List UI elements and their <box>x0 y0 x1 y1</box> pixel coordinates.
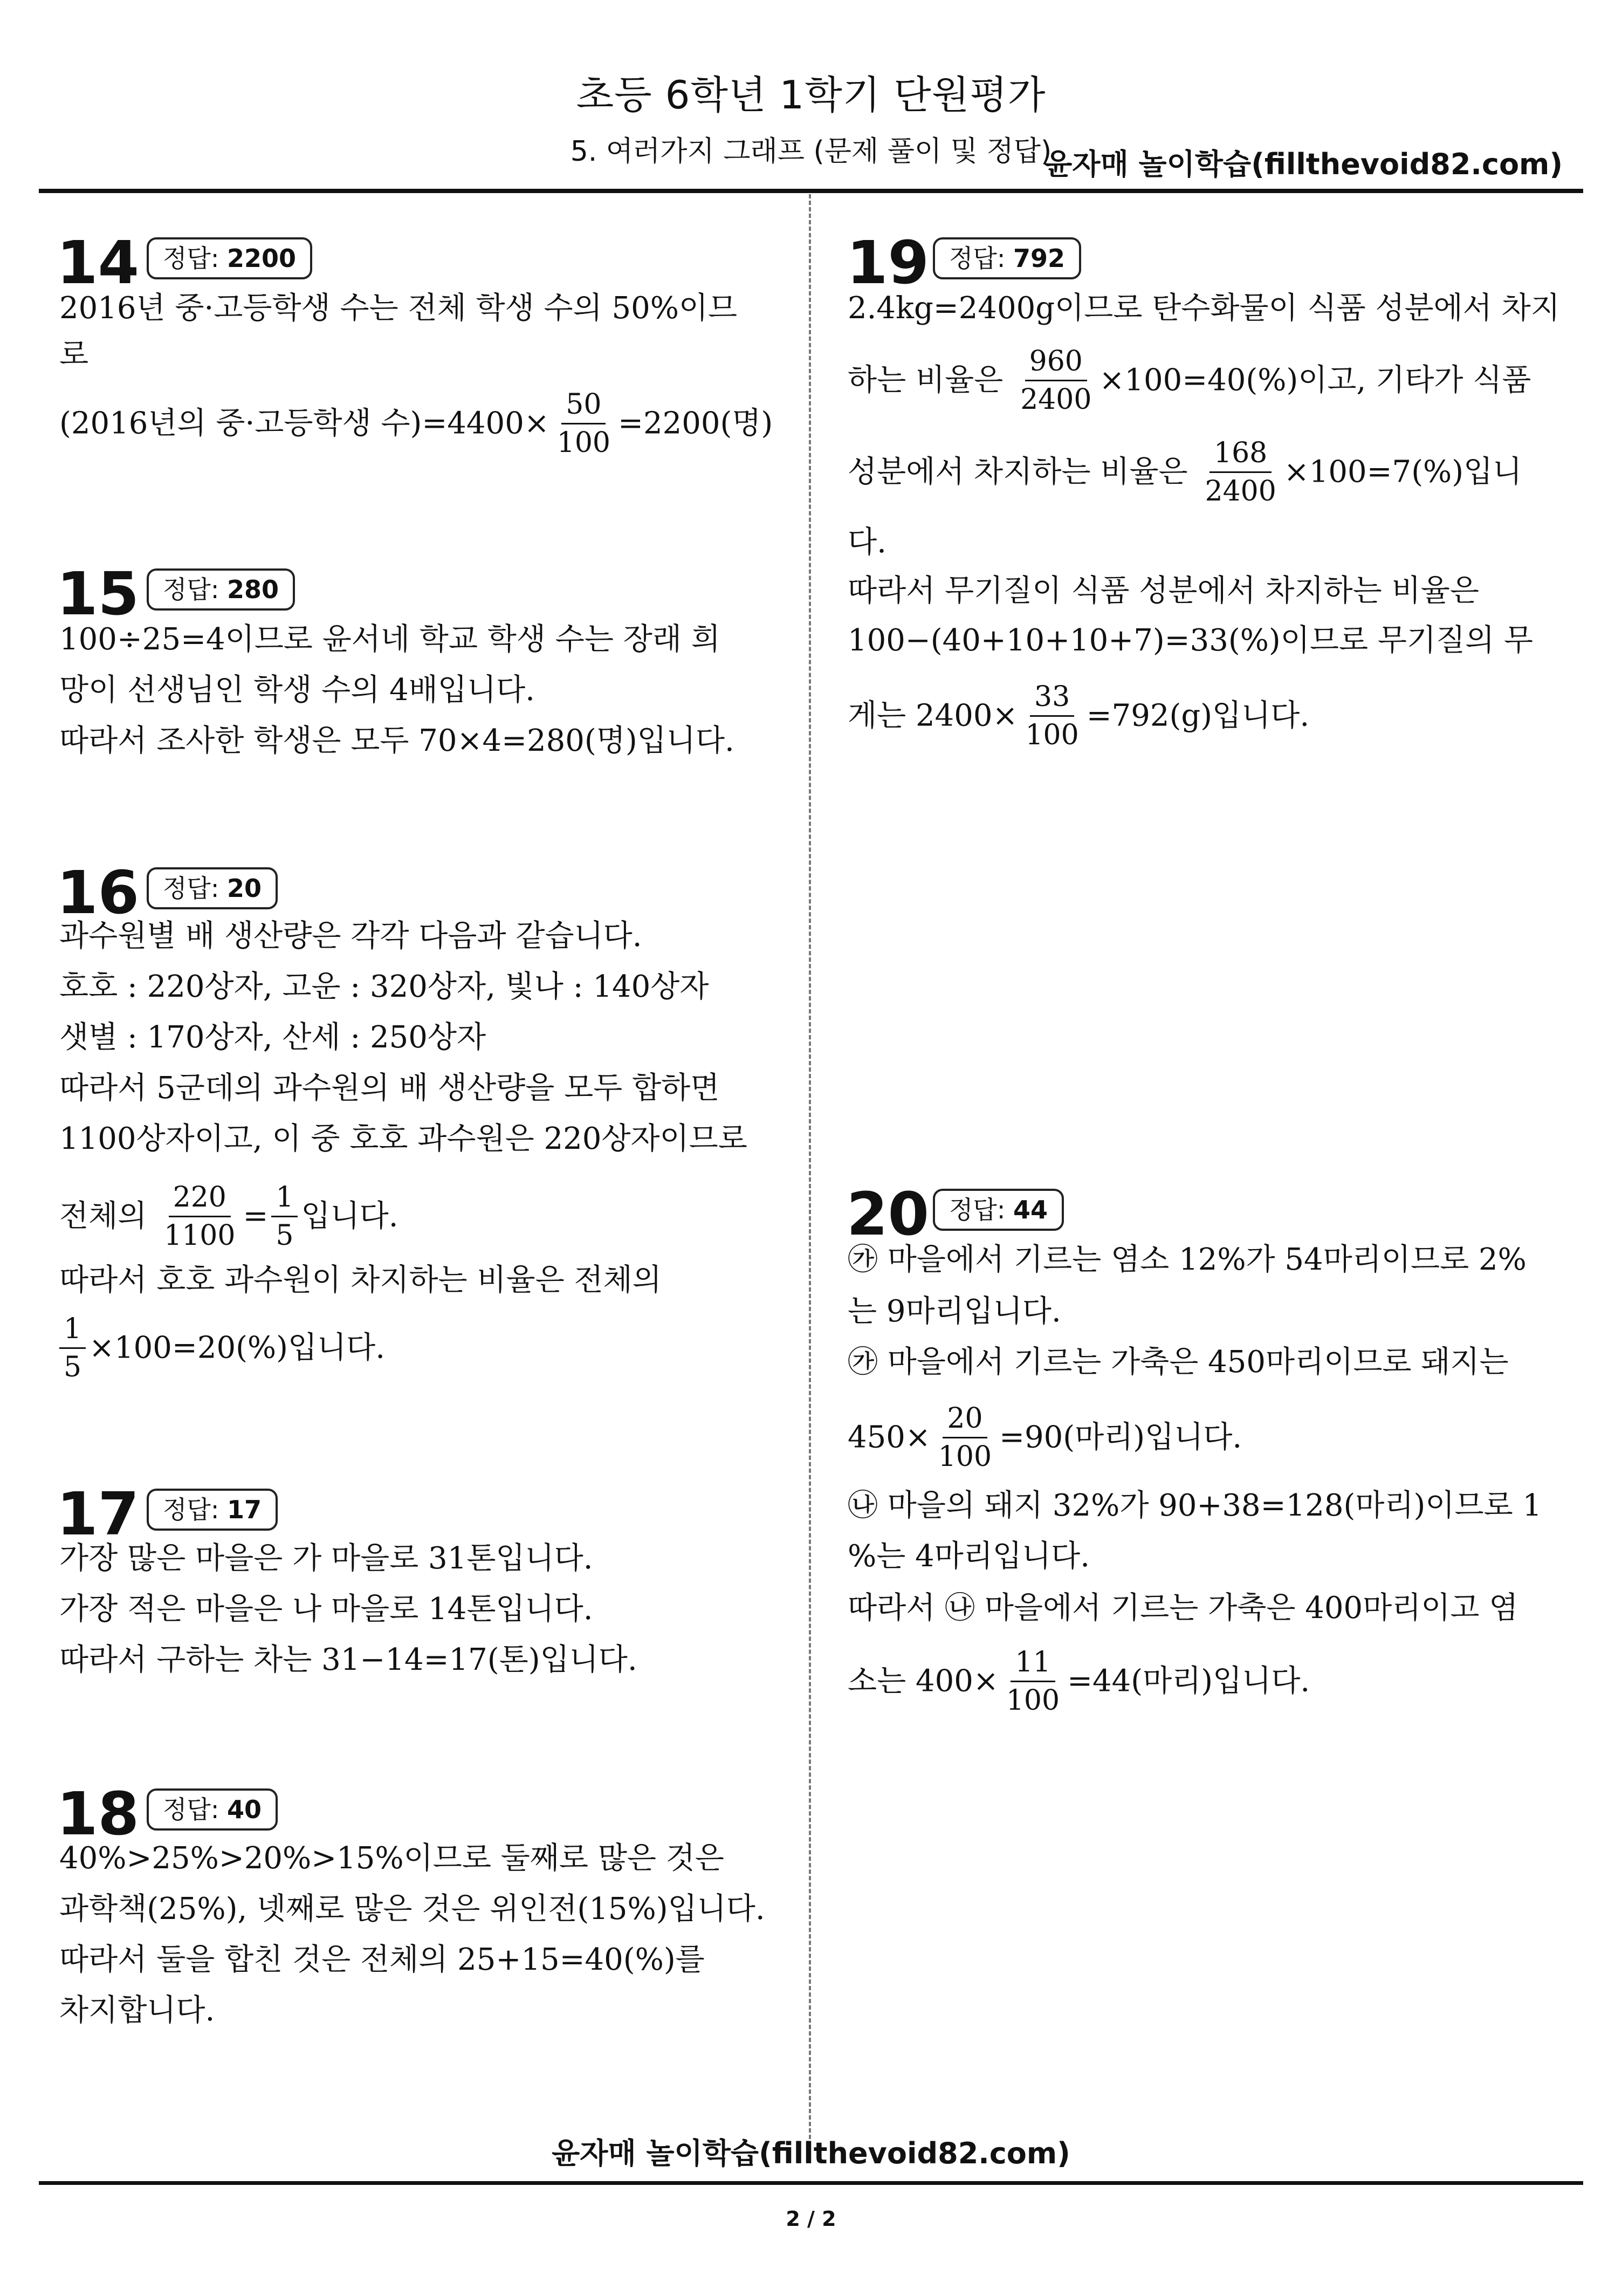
fraction: $\frac{1}{5}$ <box>271 1181 298 1252</box>
problem-15-answer-badge: 정답: 280 <box>147 568 295 611</box>
column-divider <box>809 194 811 2152</box>
problem-18-number: 18 <box>57 1779 140 1848</box>
fraction: $\frac{168}{2400}$ <box>1205 437 1276 508</box>
fraction: $\frac{50}{100}$ <box>556 388 611 459</box>
problem-19-number: 19 <box>847 228 930 297</box>
problem-19-formula: 하는 비율은 $\frac{960}{2400}$ ×100=40(%)이고, 기타가 식품 <box>848 345 1531 416</box>
problem-14-answer-badge <box>147 237 312 279</box>
problem-20-line: ㉮ 마을에서 기르는 염소 12%가 54마리이므로 2% <box>848 1242 1527 1277</box>
problem-19-formula: 성분에서 차지하는 비율은 $\frac{168}{2400}$ ×100=7(%)입니 <box>848 437 1522 508</box>
page-subtitle: 5. 여러가지 그래프 (문제 풀이 및 정답) <box>570 135 1052 168</box>
problem-16-line: 따라서 호호 과수원이 차지하는 비율은 전체의 <box>59 1263 662 1298</box>
problem-16-line: 샛별 : 170상자, 산세 : 250상자 <box>59 1020 486 1055</box>
problem-16-line: 호호 : 220상자, 고운 : 320상자, 빛나 : 140상자 <box>59 969 709 1004</box>
brand-header: 윤자매 놀이학습(fillthevoid82.com) <box>1044 147 1563 181</box>
problem-17-line: 가장 많은 마을은 가 마을로 31톤입니다. <box>59 1541 593 1576</box>
problem-16-number: 16 <box>57 858 140 927</box>
problem-16-answer-badge: 정답: 20 <box>147 867 278 909</box>
problem-18-answer: 40 <box>227 1795 262 1824</box>
problem-20-line: 따라서 ㉯ 마을에서 기르는 가축은 400마리이고 염 <box>848 1591 1518 1626</box>
problem-17-answer-badge: 정답: 17 <box>147 1489 278 1531</box>
problem-15-line: 따라서 조사한 학생은 모두 70×4=280(명)입니다. <box>59 723 734 758</box>
problem-14-line: 2016년 중·고등학생 수는 전체 학생 수의 50%이므 <box>59 291 738 326</box>
problem-16-formula: 전체의 $\frac{220}{1100}$ = $\frac{1}{5}$ 입니다. <box>59 1181 398 1252</box>
page-number: 2 / 2 <box>786 2207 836 2231</box>
footer-rule <box>39 2181 1583 2185</box>
problem-18-line: 40%>25%>20%>15%이므로 둘째로 많은 것은 <box>59 1841 725 1876</box>
problem-19-formula: 게는 2400× $\frac{33}{100}$ =792(g)입니다. <box>848 681 1310 751</box>
problem-16-line: 과수원별 배 생산량은 각각 다음과 같습니다. <box>59 919 642 954</box>
page-title: 초등 6학년 1학기 단원평가 <box>576 72 1046 118</box>
problem-15-answer: 280 <box>227 575 279 604</box>
problem-16-line: 따라서 5군데의 과수원의 배 생산량을 모두 합하면 <box>59 1071 720 1106</box>
problem-19-line: 2.4kg=2400g이므로 탄수화물이 식품 성분에서 차지 <box>848 291 1560 326</box>
answer-label: 정답: <box>163 244 219 273</box>
problem-19-answer-badge: 정답: 792 <box>933 237 1081 279</box>
problem-20-line: 는 9마리입니다. <box>848 1294 1061 1329</box>
brand-footer: 윤자매 놀이학습(fillthevoid82.com) <box>552 2136 1070 2170</box>
problem-14-line: 로 <box>59 337 89 372</box>
problem-19-line: 따라서 무기질이 식품 성분에서 차지하는 비율은 <box>848 573 1479 608</box>
problem-20-answer: 44 <box>1013 1195 1048 1224</box>
problem-20-line: %는 4마리입니다. <box>848 1539 1090 1574</box>
header-rule <box>39 189 1583 193</box>
problem-16-answer: 20 <box>227 874 262 903</box>
problem-14-answer: 2200 <box>227 244 297 273</box>
problem-14-formula: (2016년의 중·고등학생 수)=4400× $\frac{50}{100}$ =2200(명) <box>59 388 773 459</box>
problem-20-formula: 450× $\frac{20}{100}$ =90(마리)입니다. <box>848 1402 1242 1473</box>
fraction: $\frac{11}{100}$ <box>1006 1646 1060 1717</box>
problem-20-formula: 소는 400× $\frac{11}{100}$ =44(마리)입니다. <box>848 1646 1310 1717</box>
fraction: $\frac{220}{1100}$ <box>164 1181 236 1252</box>
problem-18-line: 차지합니다. <box>59 1993 215 2028</box>
fraction: $\frac{960}{2400}$ <box>1020 345 1092 416</box>
problem-14-number: 14 <box>57 228 140 297</box>
problem-20-line: ㉯ 마을의 돼지 32%가 90+38=128(마리)이므로 1 <box>848 1488 1542 1523</box>
problem-20-number: 20 <box>847 1180 930 1249</box>
problem-17-line: 따라서 구하는 차는 31−14=17(톤)입니다. <box>59 1642 637 1677</box>
fraction: $\frac{20}{100}$ <box>938 1402 992 1473</box>
fraction: $\frac{1}{5}$ <box>59 1313 86 1383</box>
problem-17-line: 가장 적은 마을은 나 마을로 14톤입니다. <box>59 1592 593 1627</box>
problem-16-formula: $\frac{1}{5}$ ×100=20(%)입니다. <box>59 1313 385 1383</box>
problem-17-answer: 17 <box>227 1495 262 1524</box>
problem-19-answer: 792 <box>1013 244 1066 273</box>
problem-18-answer-badge: 정답: 40 <box>147 1788 278 1831</box>
problem-19-line: 다. <box>848 525 886 560</box>
problem-18-line: 따라서 둘을 합친 것은 전체의 25+15=40(%)를 <box>59 1942 705 1977</box>
problem-15-line: 망이 선생님인 학생 수의 4배입니다. <box>59 673 535 708</box>
problem-20-answer-badge: 정답: 44 <box>933 1189 1064 1231</box>
fraction: $\frac{33}{100}$ <box>1025 681 1079 751</box>
problem-17-number: 17 <box>57 1479 140 1548</box>
problem-20-line: ㉮ 마을에서 기르는 가축은 450마리이므로 돼지는 <box>848 1345 1509 1380</box>
problem-18-line: 과학책(25%), 넷째로 많은 것은 위인전(15%)입니다. <box>59 1891 765 1927</box>
problem-16-line: 1100상자이고, 이 중 호호 과수원은 220상자이므로 <box>59 1121 747 1156</box>
problem-19-line: 100−(40+10+10+7)=33(%)이므로 무기질의 무 <box>848 623 1534 658</box>
problem-15-line: 100÷25=4이므로 윤서네 학교 학생 수는 장래 희 <box>59 622 720 657</box>
problem-15-number: 15 <box>57 559 140 628</box>
